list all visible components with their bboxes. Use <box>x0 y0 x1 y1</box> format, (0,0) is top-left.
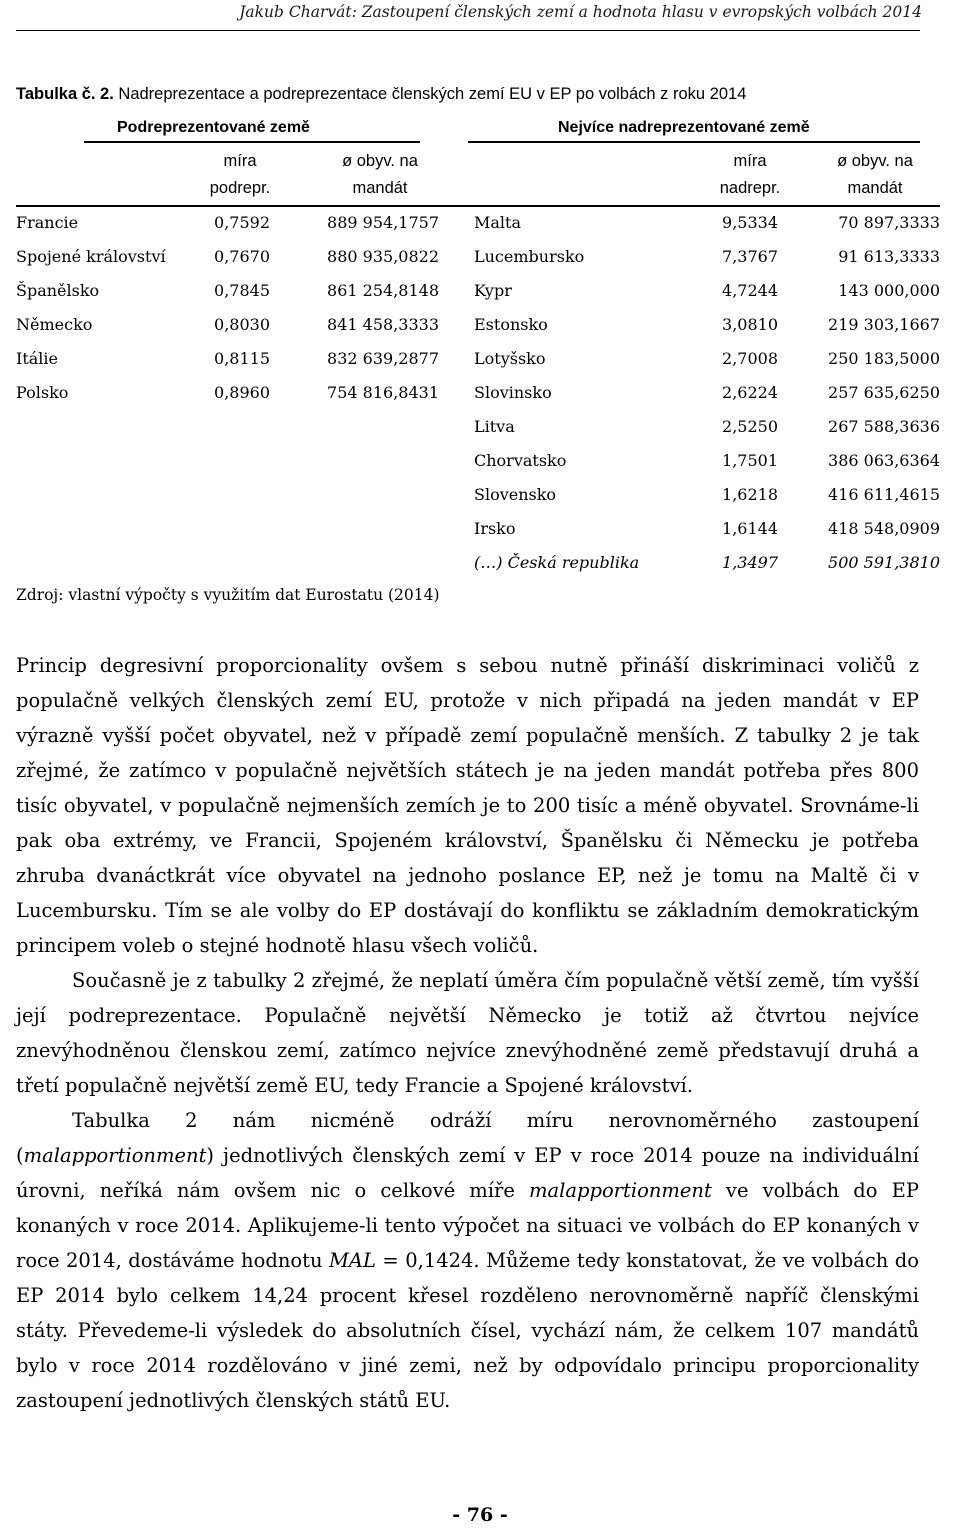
cell-country-right: Chorvatsko <box>474 451 567 470</box>
cell-country-left: Španělsko <box>16 281 100 300</box>
text-run: Tabulka 2 nám nicméně odráží míru nerovnoměrného zastoupení ( <box>16 1109 919 1167</box>
cell-country-right: Lucembursko <box>474 247 585 266</box>
cell-population-right: 250 183,5000 <box>828 349 940 368</box>
cell-country-right: Malta <box>474 213 522 232</box>
col-header-line: ø obyv. na <box>837 152 913 170</box>
cell-ratio-right: 1,6144 <box>722 519 778 538</box>
table-row <box>0 308 960 342</box>
cell-ratio-left: 0,8960 <box>214 383 270 402</box>
table-source: Zdroj: vlastní výpočty s využitím dat Eurostatu (2014) <box>16 586 440 604</box>
table-row <box>0 376 960 410</box>
table-row <box>0 342 960 376</box>
group-rule-left <box>84 141 420 143</box>
table-row <box>0 410 960 444</box>
col-header-line: mandát <box>352 179 408 197</box>
cell-population-right: 70 897,3333 <box>838 213 940 232</box>
table-row <box>0 478 960 512</box>
col-header-overrep-pop <box>810 148 940 202</box>
cell-country-right: Litva <box>474 417 515 436</box>
cell-population-right: 257 635,6250 <box>828 383 940 402</box>
running-header: Jakub Charvát: Zastoupení členských zemí a hodnota hlasu v evropských volbách 2014 <box>239 3 922 21</box>
cell-ratio-left: 0,8115 <box>214 349 270 368</box>
cell-country-left: Německo <box>16 315 93 334</box>
cell-population-right: 416 611,4615 <box>828 485 940 504</box>
cell-population-left: 880 935,0822 <box>327 247 439 266</box>
cell-population-right: 91 613,3333 <box>838 247 940 266</box>
cell-population-left: 889 954,1757 <box>327 213 439 232</box>
col-header-underrep-ratio <box>190 148 290 202</box>
cell-population-right: 418 548,0909 <box>828 519 940 538</box>
table-caption-text: Nadreprezentace a podreprezentace členských zemí EU v EP po volbách z roku 2014 <box>113 85 747 103</box>
term-malapportionment: malapportionment <box>23 1144 207 1167</box>
term-malapportionment: malapportionment <box>529 1179 712 1202</box>
table-row <box>0 444 960 478</box>
cell-country-right: Estonsko <box>474 315 548 334</box>
cell-population-right: 267 588,3636 <box>828 417 940 436</box>
text-run: ) jednotlivých členských zemí v EP v roce 2014 pouze na individuální úrovni, neříká nám ovšem nic o celkové míře <box>16 1144 919 1202</box>
cell-population-left: 832 639,2877 <box>327 349 439 368</box>
cell-country-right: Irsko <box>474 519 516 538</box>
table-row <box>0 546 960 580</box>
cell-ratio-right: 3,0810 <box>722 315 778 334</box>
cell-country-left: Spojené království <box>16 247 166 266</box>
cell-ratio-right: 7,3767 <box>722 247 778 266</box>
cell-ratio-right: 4,7244 <box>722 281 778 300</box>
group-header-underrepresented: Podreprezentované země <box>117 119 310 136</box>
group-rule-right <box>468 141 920 143</box>
cell-country-right: Lotyšsko <box>474 349 546 368</box>
cell-ratio-left: 0,7670 <box>214 247 270 266</box>
paragraph-2: Současně je z tabulky 2 zřejmé, že neplatí úměra čím populačně větší země, tím vyšší její podreprezentace. Populačně největší Německo je totiž až čtvrtou nejvíce znevýhodněnou členskou zemí, zatímco nejvíce znevýhodněné země představují druhá a třetí populačně největší země EU, tedy Francie a Spojené království. <box>16 969 919 1097</box>
col-header-overrep-ratio <box>700 148 800 202</box>
col-header-line: míra <box>733 152 767 170</box>
cell-country-right: Kypr <box>474 281 512 300</box>
term-mal: MAL <box>328 1249 376 1272</box>
cell-country-left: Polsko <box>16 383 69 402</box>
cell-country-left: Francie <box>16 213 79 232</box>
cell-population-right: 500 591,3810 <box>828 553 940 572</box>
col-header-underrep-pop <box>315 148 445 202</box>
text-run: = 0,1424. Můžeme tedy konstatovat, že ve volbách do EP 2014 bylo celkem 14,24 procent křesel rozděleno nerovnoměrně napříč členskými státy. Převedeme-li výsledek do absolutních čísel, vychází nám, že celkem 107 mandátů bylo v roce 2014 rozdělováno v jiné zemi, než by odpovídalo principu proporcionality zastoupení jednotlivých členských států EU. <box>16 1249 919 1412</box>
page-number: - 76 - <box>452 1504 508 1526</box>
col-header-line: podrepr. <box>209 179 271 197</box>
cell-population-right: 143 000,000 <box>838 281 940 300</box>
table-row <box>0 240 960 274</box>
text-run: ve volbách do EP konaných v roce 2014. Aplikujeme-li tento výpočet na situaci ve volbách do EP konaných v roce 2014, dostáváme hodnotu <box>16 1179 919 1272</box>
cell-country-left: Itálie <box>16 349 58 368</box>
table-row <box>0 206 960 240</box>
cell-ratio-left: 0,8030 <box>214 315 270 334</box>
cell-ratio-left: 0,7845 <box>214 281 270 300</box>
cell-ratio-right: 2,6224 <box>722 383 778 402</box>
cell-ratio-right: 9,5334 <box>722 213 778 232</box>
cell-country-right: Slovinsko <box>474 383 552 402</box>
cell-ratio-right: 1,3497 <box>722 553 778 572</box>
cell-ratio-right: 2,5250 <box>722 417 778 436</box>
paragraph-3 <box>16 1103 919 1418</box>
table-caption <box>16 85 746 104</box>
cell-population-right: 386 063,6364 <box>828 451 940 470</box>
paragraph-1: Princip degresivní proporcionality ovšem s sebou nutně přináší diskriminaci voličů z populačně velkých členských zemí EU, protože v nich připadá na jeden mandát v EP výrazně vyšší počet obyvatel, než v případě zemí populačně menších. Z tabulky 2 je tak zřejmé, že zatímco v populačně největších státech je na jeden mandát potřeba přes 800 tisíc obyvatel, v populačně nejmenších zemích je to 200 tisíc a méně obyvatel. Srovnáme-li pak oba extrémy, ve Francii, Spojeném království, Španělsku či Německu je potřeba zhruba dvanáctkrát více obyvatel na jednoho poslance EP, než je tomu na Maltě či v Lucembursku. Tím se ale volby do EP dostávají do konfliktu se základním demokratickým principem voleb o stejné hodnotě hlasu všech voličů. <box>16 654 919 957</box>
cell-ratio-right: 1,6218 <box>722 485 778 504</box>
cell-ratio-right: 2,7008 <box>722 349 778 368</box>
table-caption-label: Tabulka č. 2. <box>16 85 114 103</box>
header-rule <box>16 30 920 31</box>
col-header-line: míra <box>223 152 257 170</box>
col-header-line: mandát <box>847 179 903 197</box>
cell-country-right: (…) Česká republika <box>474 553 640 572</box>
col-header-line: ø obyv. na <box>342 152 418 170</box>
table-row <box>0 274 960 308</box>
table-row <box>0 512 960 546</box>
group-header-overrepresented: Nejvíce nadreprezentované země <box>558 119 810 136</box>
cell-population-right: 219 303,1667 <box>828 315 940 334</box>
cell-ratio-left: 0,7592 <box>214 213 270 232</box>
body-text <box>16 648 919 1418</box>
cell-population-left: 754 816,8431 <box>327 383 439 402</box>
cell-population-left: 841 458,3333 <box>327 315 439 334</box>
cell-population-left: 861 254,8148 <box>327 281 439 300</box>
cell-ratio-right: 1,7501 <box>722 451 778 470</box>
col-header-line: nadrepr. <box>719 179 781 197</box>
cell-country-right: Slovensko <box>474 485 557 504</box>
